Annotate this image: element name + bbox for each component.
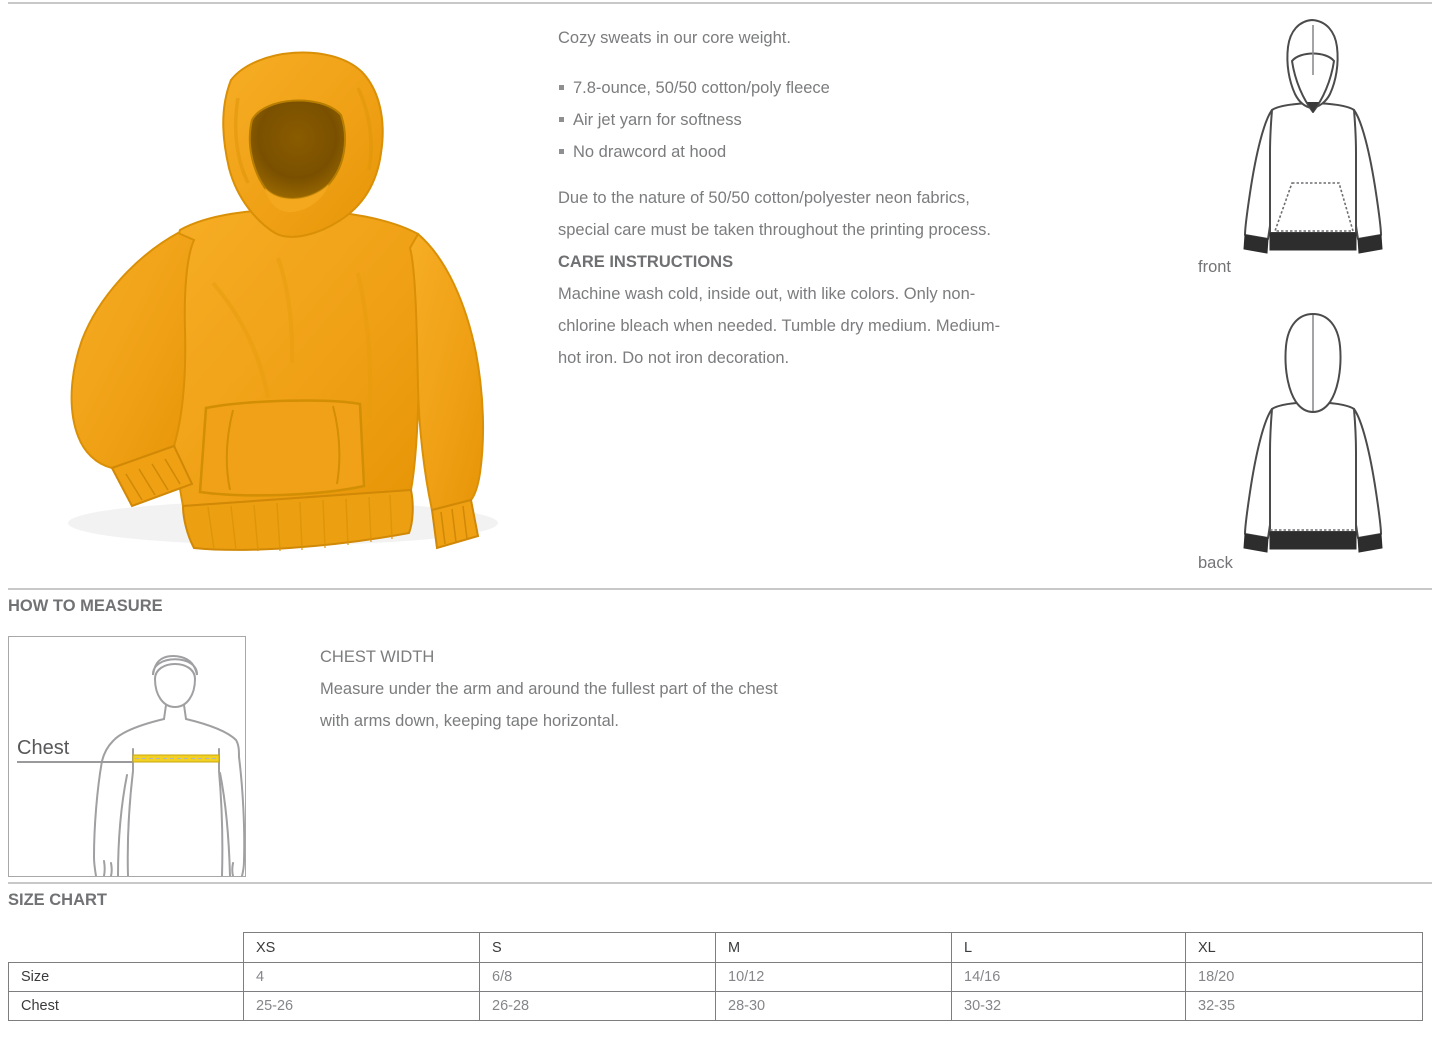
size-chart-heading: SIZE CHART (8, 891, 107, 909)
hoodie-front-drawing (1242, 17, 1388, 254)
size-cell: 10/12 (716, 963, 952, 992)
bullet-square-icon (559, 149, 564, 154)
care-line: Machine wash cold, inside out, with like colors. Only non- (558, 285, 976, 303)
feature-item (558, 104, 1028, 136)
table-row (9, 963, 1423, 992)
left-sleeve (72, 233, 194, 506)
section-divider (8, 882, 1432, 884)
column-header: S (480, 933, 716, 963)
chest-width-line: Measure under the arm and around the fullest part of the chest (320, 680, 778, 698)
chest-cell: 26-28 (480, 992, 716, 1021)
chest-width-info (320, 641, 840, 737)
table-row (9, 992, 1423, 1021)
kangaroo-pocket (200, 401, 364, 496)
back-body (1270, 402, 1356, 532)
chest-width-title: CHEST WIDTH (320, 648, 435, 666)
care-instructions-text (558, 278, 1028, 374)
column-header: M (716, 933, 952, 963)
chest-cell: 30-32 (952, 992, 1186, 1021)
front-waistband (1270, 233, 1356, 250)
feature-text: Air jet yarn for softness (573, 111, 742, 129)
printing-note-line: special care must be taken throughout the printing process. (558, 221, 991, 239)
feature-list (558, 72, 1028, 168)
chest-diagram-label: Chest (17, 737, 70, 759)
column-header: XL (1186, 933, 1423, 963)
chest-width-line: with arms down, keeping tape horizontal. (320, 712, 619, 730)
how-to-measure-heading: HOW TO MEASURE (8, 597, 163, 615)
feature-text: 7.8-ounce, 50/50 cotton/poly fleece (573, 79, 830, 97)
size-cell: 14/16 (952, 963, 1186, 992)
column-header: L (952, 933, 1186, 963)
back-view-label: back (1198, 554, 1233, 572)
chest-cell: 25-26 (244, 992, 480, 1021)
chest-cell: 32-35 (1186, 992, 1423, 1021)
chest-cell: 28-30 (716, 992, 952, 1021)
hoodie-back-drawing (1242, 312, 1388, 553)
row-label: Size (9, 963, 244, 992)
care-instructions-heading: CARE INSTRUCTIONS (558, 253, 734, 271)
care-line: chlorine bleach when needed. Tumble dry medium. Medium- (558, 317, 1001, 335)
printing-note-line: Due to the nature of 50/50 cotton/polyester neon fabrics, (558, 189, 970, 207)
feature-item (558, 136, 1028, 168)
row-label: Chest (9, 992, 244, 1021)
figure-face (155, 664, 195, 707)
section-divider (8, 588, 1432, 590)
top-divider (8, 2, 1432, 4)
hood (223, 52, 382, 236)
product-description (558, 22, 1028, 374)
hoodie-product-image (28, 18, 528, 558)
care-line: hot iron. Do not iron decoration. (558, 349, 790, 367)
front-view-label: front (1198, 258, 1232, 276)
size-cell: 4 (244, 963, 480, 992)
corner-cell (9, 933, 244, 963)
measure-diagram (8, 636, 246, 877)
measure-figure (9, 637, 245, 876)
column-header: XS (244, 933, 480, 963)
back-waistband (1270, 532, 1356, 549)
hoodie-body (167, 209, 421, 551)
bullet-square-icon (559, 117, 564, 122)
printing-note (558, 182, 1028, 246)
bullet-square-icon (559, 85, 564, 90)
size-cell: 6/8 (480, 963, 716, 992)
size-chart-table (8, 932, 1423, 1021)
size-chart-header-row (9, 933, 1423, 963)
size-cell: 18/20 (1186, 963, 1423, 992)
figure-hair (153, 656, 197, 675)
right-sleeve (410, 234, 483, 548)
product-intro: Cozy sweats in our core weight. (558, 29, 791, 47)
feature-item (558, 72, 1028, 104)
feature-text: No drawcord at hood (573, 143, 727, 161)
